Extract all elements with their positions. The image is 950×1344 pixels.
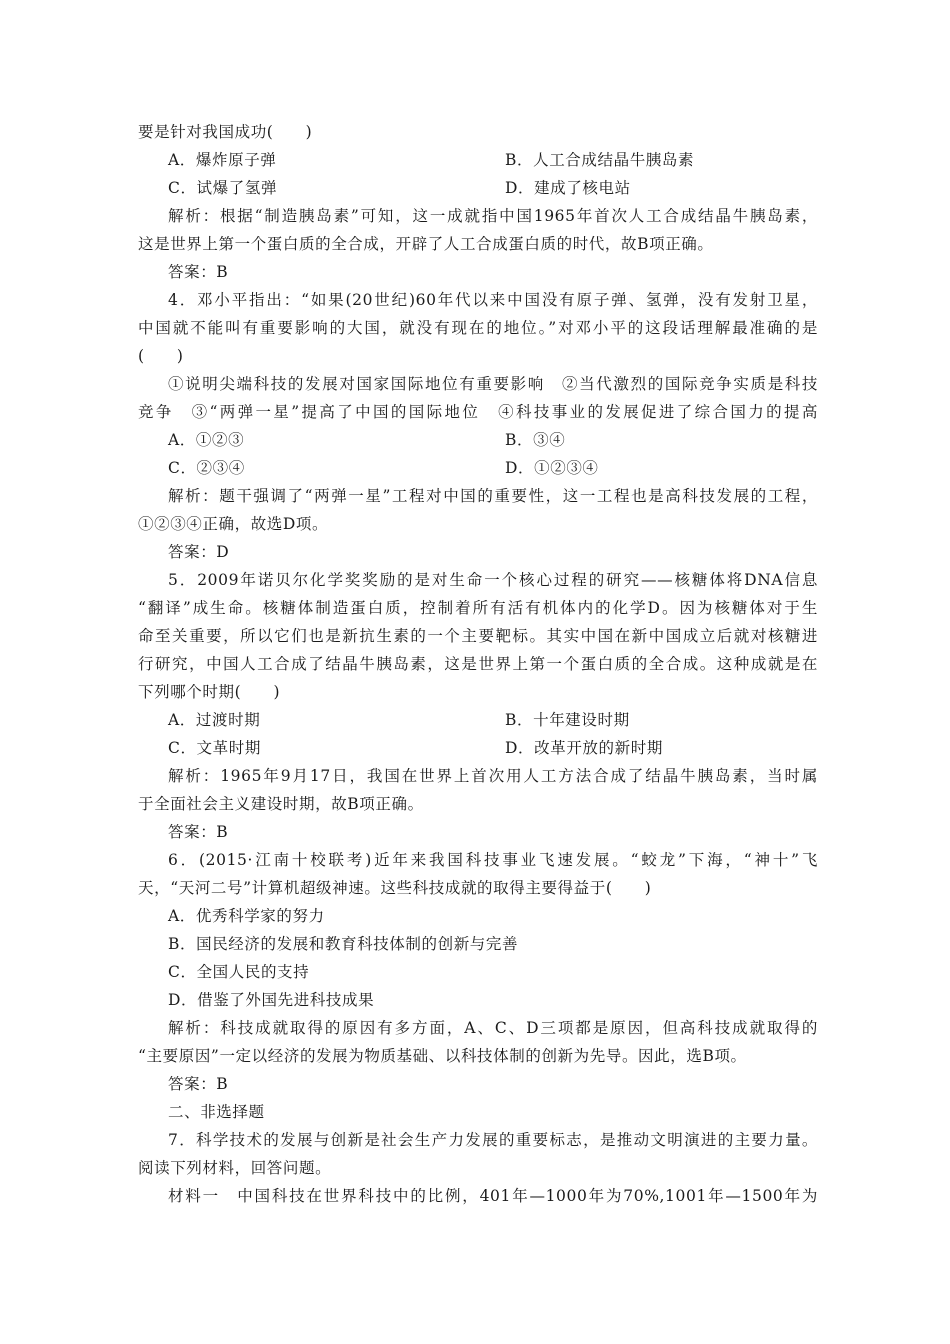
option-d: D．建成了核电站: [505, 179, 631, 197]
analysis-text: 解析：题干强调了“两弹一星”工程对中国的重要性，这一工程也是高科技发展的工程，: [168, 487, 818, 505]
analysis-text: “主要原因”一定以经济的发展为物质基础、以科技体制的创新为先导。因此，选B项。: [138, 1047, 747, 1065]
question-text: 4．邓小平指出：“如果(20世纪)60年代以来中国没有原子弹、氢弹，没有发射卫星，: [168, 291, 818, 309]
material-text: 材料一 中国科技在世界科技中的比例，401年—1000年为70%,1001年—1500年为: [168, 1187, 818, 1205]
question-text: 6．(2015·江南十校联考)近年来我国科技事业飞速发展。“蛟龙”下海，“神十”飞: [168, 851, 818, 869]
option-a: A．过渡时期: [168, 711, 261, 729]
option-d: D．借鉴了外国先进科技成果: [168, 991, 375, 1009]
option-a: A．爆炸原子弹: [168, 151, 277, 169]
option-c: C．全国人民的支持: [168, 963, 310, 981]
option-b: B．人工合成结晶牛胰岛素: [505, 151, 695, 169]
section-heading: 二、非选择题: [168, 1103, 265, 1121]
question-text: 中国就不能叫有重要影响的大国，就没有现在的地位。”对邓小平的这段话理解最准确的是: [138, 319, 818, 337]
option-c: C．试爆了氢弹: [168, 179, 278, 197]
question-text: 命至关重要，所以它们也是新抗生素的一个主要靶标。其实中国在新中国成立后就对核糖进: [138, 627, 818, 645]
question-blank: ( ): [138, 347, 184, 365]
analysis-text: ①②③④正确，故选D项。: [138, 515, 329, 533]
answer-text: 答案：B: [168, 263, 229, 281]
option-b: B．③④: [505, 431, 566, 449]
analysis-text: 解析：1965年9月17日，我国在世界上首次用人工方法合成了结晶牛胰岛素，当时属: [168, 767, 818, 785]
question-text: 阅读下列材料，回答问题。: [138, 1159, 332, 1177]
option-d: D．改革开放的新时期: [505, 739, 663, 757]
option-b: B．十年建设时期: [505, 711, 630, 729]
analysis-text: 解析：根据“制造胰岛素”可知，这一成就指中国1965年首次人工合成结晶牛胰岛素，: [168, 207, 818, 225]
option-d: D．①②③④: [505, 459, 599, 477]
option-a: A．①②③: [168, 431, 245, 449]
analysis-text: 于全面社会主义建设时期，故B项正确。: [138, 795, 424, 813]
statement-list: 竞争 ③“两弹一星”提高了中国的国际地位 ④科技事业的发展促进了综合国力的提高: [138, 403, 818, 421]
question-text: 行研究，中国人工合成了结晶牛胰岛素，这是世界上第一个蛋白质的全合成。这种成就是在: [138, 655, 818, 673]
question-text: 5．2009年诺贝尔化学奖奖励的是对生命一个核心过程的研究——核糖体将DNA信息: [168, 571, 818, 589]
analysis-text: 解析：科技成就取得的原因有多方面，A、C、D三项都是原因，但高科技成就取得的: [168, 1019, 818, 1037]
question-text: 7．科学技术的发展与创新是社会生产力发展的重要标志，是推动文明演进的主要力量。: [168, 1131, 818, 1149]
statement-list: ①说明尖端科技的发展对国家国际地位有重要影响 ②当代激烈的国际竞争实质是科技: [168, 375, 818, 393]
answer-text: 答案：B: [168, 823, 229, 841]
option-c: C．文革时期: [168, 739, 261, 757]
question-text: 天，“天河二号”计算机超级神速。这些科技成就的取得主要得益于( ): [138, 879, 652, 897]
analysis-text: 这是世界上第一个蛋白质的全合成，开辟了人工合成蛋白质的时代，故B项正确。: [138, 235, 714, 253]
question-text: 下列哪个时期( ): [138, 683, 281, 701]
option-b: B．国民经济的发展和教育科技体制的创新与完善: [168, 935, 519, 953]
answer-text: 答案：B: [168, 1075, 229, 1093]
answer-text: 答案：D: [168, 543, 230, 561]
question-text: “翻译”成生命。核糖体制造蛋白质，控制着所有活有机体内的化学D。因为核糖体对于生: [138, 599, 818, 617]
option-a: A．优秀科学家的努力: [168, 907, 325, 925]
option-c: C．②③④: [168, 459, 245, 477]
text-line: 要是针对我国成功( ): [138, 123, 313, 141]
